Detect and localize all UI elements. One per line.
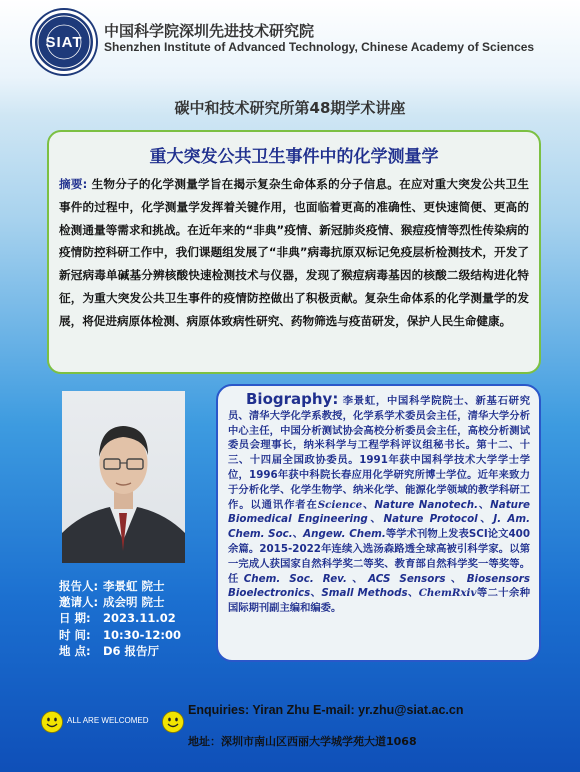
date-label: 日 期: [59, 611, 91, 626]
speaker-label: 报告人: [59, 579, 99, 593]
abstract-panel [47, 130, 541, 374]
time-row [59, 627, 181, 643]
journal-nature-bme: Nature Biomedical Engineering [228, 498, 531, 526]
bio-sep-9: 、 [445, 572, 467, 585]
time-value: 10:30-12:00 [103, 627, 181, 642]
journal-small-methods: Small Methods [321, 587, 408, 600]
host-value: 成会明 院士 [103, 595, 165, 610]
lecture-info [59, 578, 181, 659]
journal-angew: Angew. Chem. [303, 528, 386, 541]
abstract-body: 生物分子的化学测量学旨在揭示复杂生命体系的分子信息。在应对重大突发公共卫生事件的过程中，化学测量学发挥着关键作用，也面临着更高的准确性、更快速简便、更高的检测通量等需求和挑战。在近年来的“非典”疫情、新冠肺炎疫情、猴痘疫情等烈性传染病的疫情防控科研工作中，我们课题组发展了“非典”病毒抗原双标记免疫层析检测技术，开发了新冠病毒单碱基分辨核酸快速检测技术与仪器，发现了猴痘病毒基因的核酸二级结构进化特征，为重大突发公共卫生事件的疫情防控做出了积极贡献。复杂生命体系的化学测量学的发展，将促进病原体检测、病原体致病性研究、药物筛选与疫苗研发，保护人民生命健康。 [59, 177, 529, 328]
journal-bb: Biosensors Bioelectronics [228, 572, 531, 600]
bio-sep-6: 、 [292, 528, 304, 541]
journal-science: Science [317, 498, 363, 511]
bio-sep-10: 、 [310, 587, 322, 600]
biography-text [228, 392, 530, 616]
bio-sep-8: 、 [346, 572, 369, 585]
bio-sep-3: 、 [477, 498, 491, 511]
lecture-title: 重大突发公共卫生事件中的化学测量学 [149, 147, 439, 167]
abstract-label: 摘要: [59, 177, 88, 191]
date-row [59, 610, 181, 626]
header [0, 0, 580, 80]
smiley-icon [41, 711, 63, 733]
date-value: 2023.11.02 [103, 611, 176, 626]
journal-acs-sensors: ACS Sensors [368, 572, 446, 585]
welcome-text: ALL ARE WELCOMED [67, 716, 149, 725]
abstract-text [59, 173, 529, 333]
speaker-value: 李景虹 院士 [103, 579, 165, 593]
time-label: 时 间: [59, 627, 91, 642]
bio-text-7: 等学术刊物上发表SCI论文400余篇。2015-2022年连续入选汤森路透全球高被引科学家。以第一完成人获国家自然科学奖二等奖、教育部自然科学奖一等奖等。任 [228, 528, 531, 585]
bio-sep-5: 、 [477, 513, 494, 526]
enquiry-contact: Enquiries: Yiran Zhu E-mail: yr.zhu@siat.ac.cn [188, 703, 464, 717]
speaker-row [59, 578, 181, 594]
journal-chemrxiv: ChemRxiv [418, 587, 477, 600]
bio-sep-11: 、 [407, 587, 419, 600]
address-text: 地址：深圳市南山区西丽大学城学苑大道1068 [188, 735, 417, 748]
place-label: 地 点: [59, 643, 91, 658]
bio-text-1: 李景虹，中国科学院院士、新基石研究员、清华大学化学系教授，化学系学术委员会主任，清华大学分析中心主任，中国分析测试协会高校分析委员会主任，高校分析测试委员会理事长，纳米科学与工程学科评议组秘书长。第十二、十三、十四届全国政协委员。1991年获中国科学技术大学学士学位，1996年获中科院长春应用化学研究所博士学位。近年来致力于分析化学、化学生物学、纳米化学、能源化学领域的教学科研工作。以通讯作者在 [228, 395, 530, 511]
bio-sep-4: 、 [367, 513, 384, 526]
place-value: D6 报告厅 [103, 643, 160, 658]
journal-jacs: J. Am. Chem. Soc. [228, 513, 531, 541]
smiley-icon [162, 711, 184, 733]
institute-name-cn: 中国科学院深圳先进技术研究院 [104, 22, 315, 40]
bio-text-12: 等二十余种国际期刊副主编和编委。 [228, 587, 531, 615]
biography-heading: Biography: [246, 390, 339, 408]
host-label: 邀请人: [59, 595, 99, 610]
journal-csr: Chem. Soc. Rev. [243, 572, 347, 585]
place-row [59, 643, 181, 659]
journal-nature-protocol: Nature Protocol [383, 513, 478, 526]
lecture-series-title: 碳中和技术研究所第48期学术讲座 [174, 99, 406, 117]
journal-nature-nanotech: Nature Nanotech. [374, 498, 478, 511]
bio-sep-2: 、 [362, 498, 375, 511]
host-row [59, 594, 181, 610]
speaker-photo [62, 391, 185, 563]
siat-logo [32, 10, 96, 74]
logo-text: SIAT [45, 33, 83, 51]
institute-name-en: Shenzhen Institute of Advanced Technology, Chinese Academy of Sciences [104, 40, 535, 54]
biography-panel [216, 384, 541, 662]
